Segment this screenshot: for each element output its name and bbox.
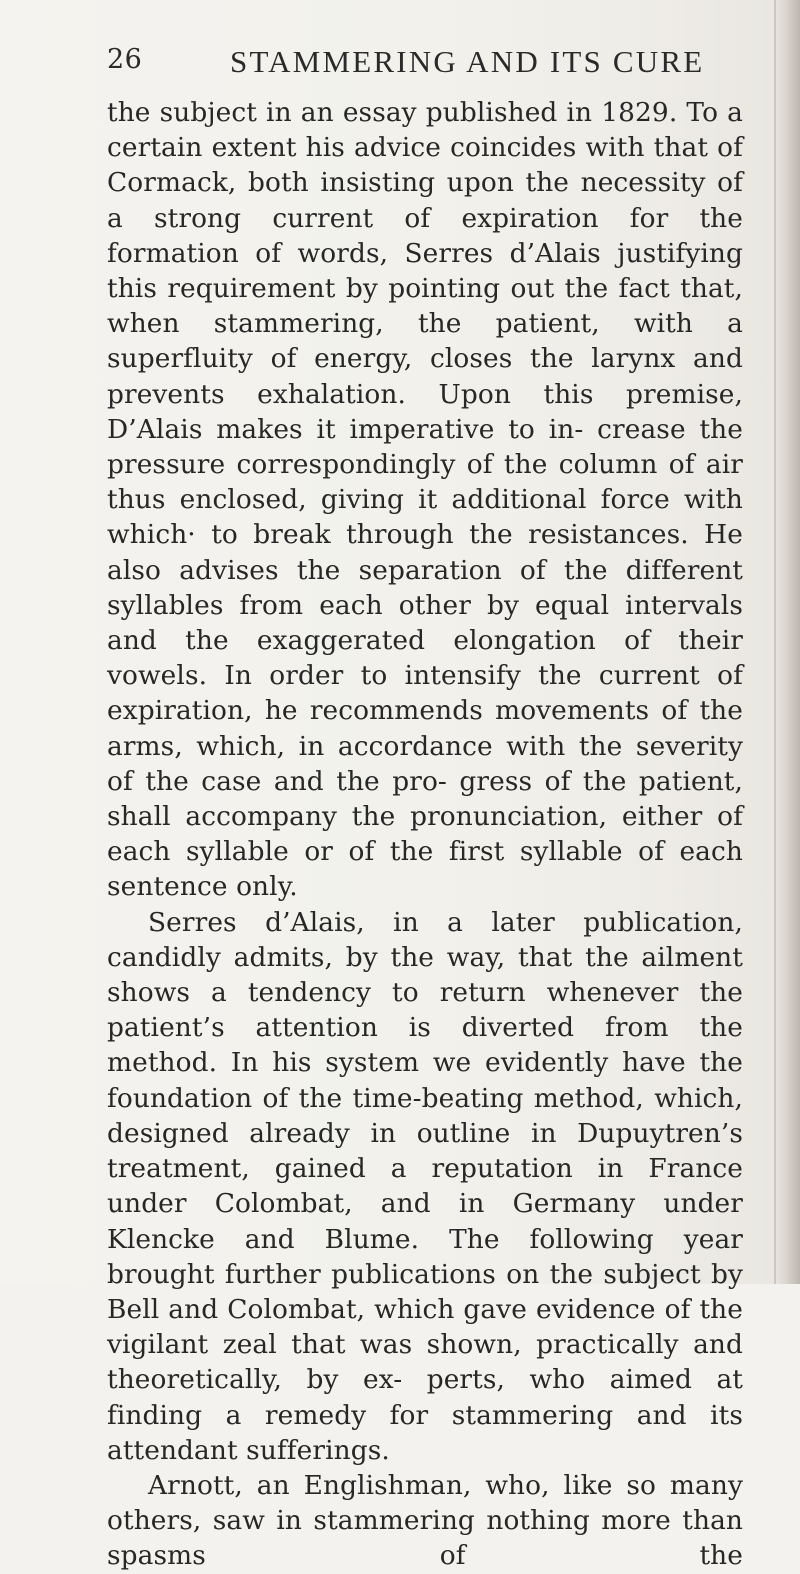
page-edge-shadow [774, 0, 800, 1284]
paragraph-1: the subject in an essay published in 1829. To a certain extent his advice coincides with that of Cormack, both insisting upon the necessity of a strong current of expiration for the formation of words, Serres d’Alais justifying this requirement by pointing out the fact that, when stammering, the patient, with a superfluity of energy, closes the larynx and prevents exhalation. Upon this premise, D’Alais makes it imperative to in- crease the pressure correspondingly of the column of air thus enclosed, giving it additional force with which· to break through the resistances. He also advises the separation of the different syllables from each other by equal intervals and the exaggerated elongation of their vowels. In order to intensify the current of expiration, he recommends movements of the arms, which, in accordance with the severity of the case and the pro- gress of the patient, shall accompany the pronunciation, either of each syllable or of the first syllable of each sentence only. [107, 97, 743, 903]
paragraph-3: Arnott, an Englishman, who, like so many others, saw in stammering nothing more than spasms of the [107, 1469, 743, 1572]
running-head: STAMMERING AND ITS CURE [230, 44, 705, 79]
page-header [107, 44, 747, 86]
paragraph-2: Serres d’Alais, in a later publication, candidly admits, by the way, that the ailment shows a tendency to return whenever the patient’s attention is diverted from the method. In his system we evidently have the foundation of the time-beating method, which, designed already in outline in Dupuytren’s treatment, gained a reputation in France under Colombat, and in Germany under Klencke and Blume. The following year brought further publications on the subject by Bell and Colombat, which gave evidence of the vigilant zeal that was shown, practically and theoretically, by ex- perts, who aimed at finding a remedy for stammering and its attendant sufferings. [107, 906, 743, 1466]
body-text [107, 95, 743, 1574]
page-edge-line [774, 0, 776, 1284]
page-number: 26 [107, 44, 143, 75]
